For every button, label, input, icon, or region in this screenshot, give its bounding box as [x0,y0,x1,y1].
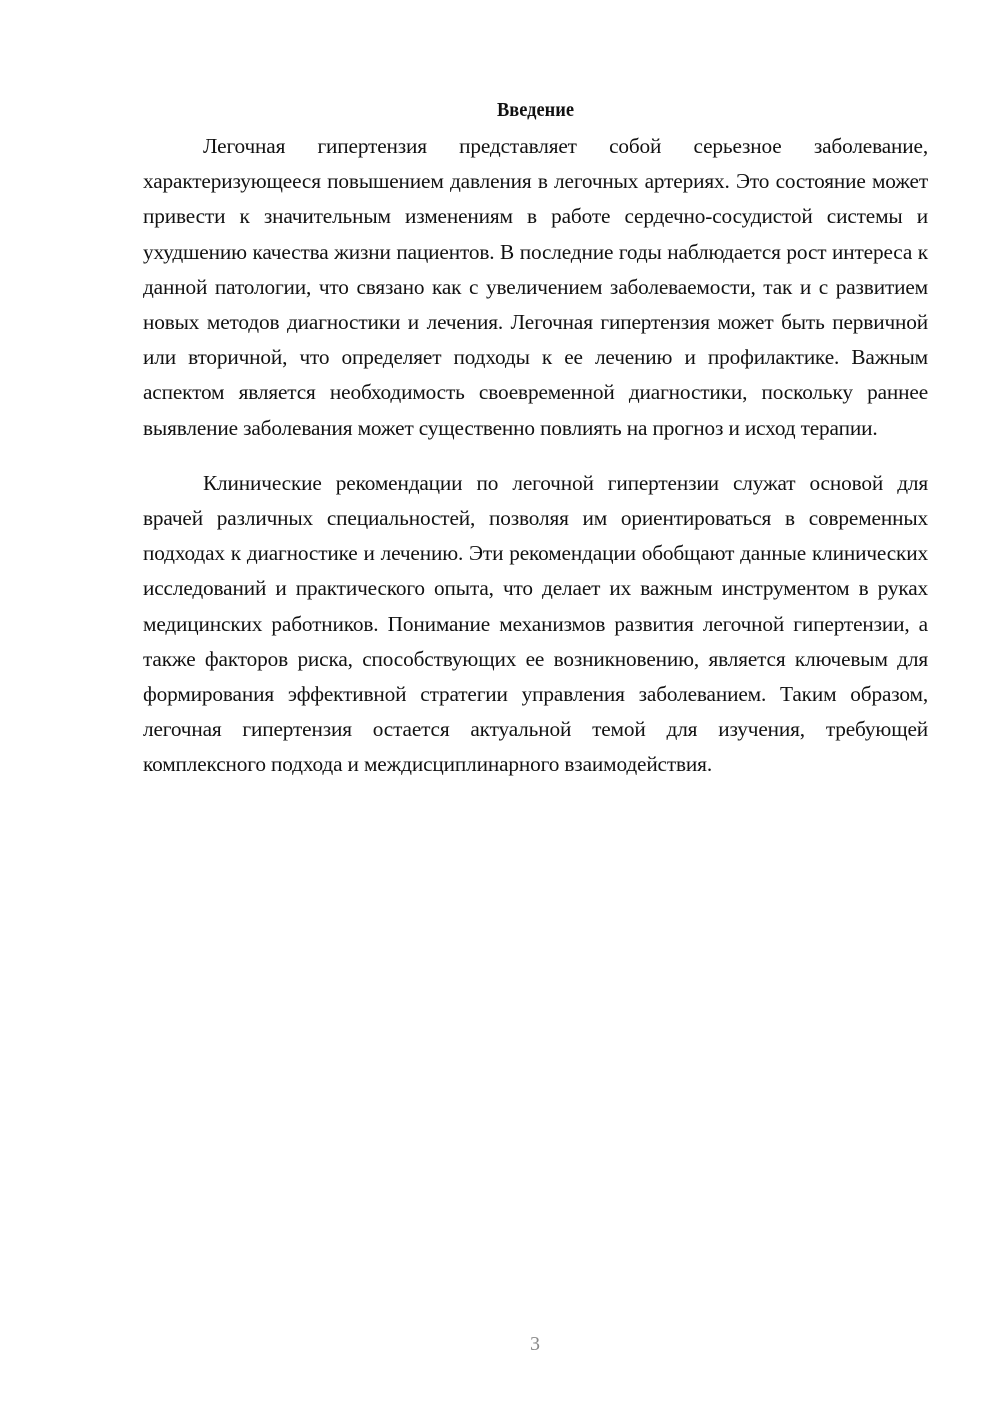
document-page [143,93,928,783]
paragraph-guidelines: Клинические рекомендации по легочной гипертензии служат основой для врачей различных специальностей, позволяя им ориентироваться в современных подходах к диагностике и лечению. Эти рекомендации обобщают данные клинических исследований и практического опыта, что делает их важным инструментом в руках медицинских работников. Понимание механизмов развития легочной гипертензии, а также факторов риска, способствующих ее возникновению, является ключевым для формирования эффективной стратегии управления заболеванием. Таким образом, легочная гипертензия остается актуальной темой для изучения, требующей комплексного подхода и междисциплинарного взаимодействия. [143,470,928,777]
page-number: 3 [530,1333,540,1355]
section-heading: Введение [497,99,574,121]
paragraph-intro: Легочная гипертензия представляет собой серьезное заболевание, характеризующееся повышением давления в легочных артериях. Это состояние может привести к значительным изменениям в работе сердечно-сосудистой системы и ухудшению качества жизни пациентов. В последние годы наблюдается рост интереса к данной патологии, что связано как с увеличением заболеваемости, так и с развитием новых методов диагностики и лечения. Легочная гипертензия может быть первичной или вторичной, что определяет подходы к ее лечению и профилактике. Важным аспектом является необходимость своевременной диагностики, поскольку раннее выявление заболевания может существенно повлиять на прогноз и исход терапии. [143,134,928,440]
